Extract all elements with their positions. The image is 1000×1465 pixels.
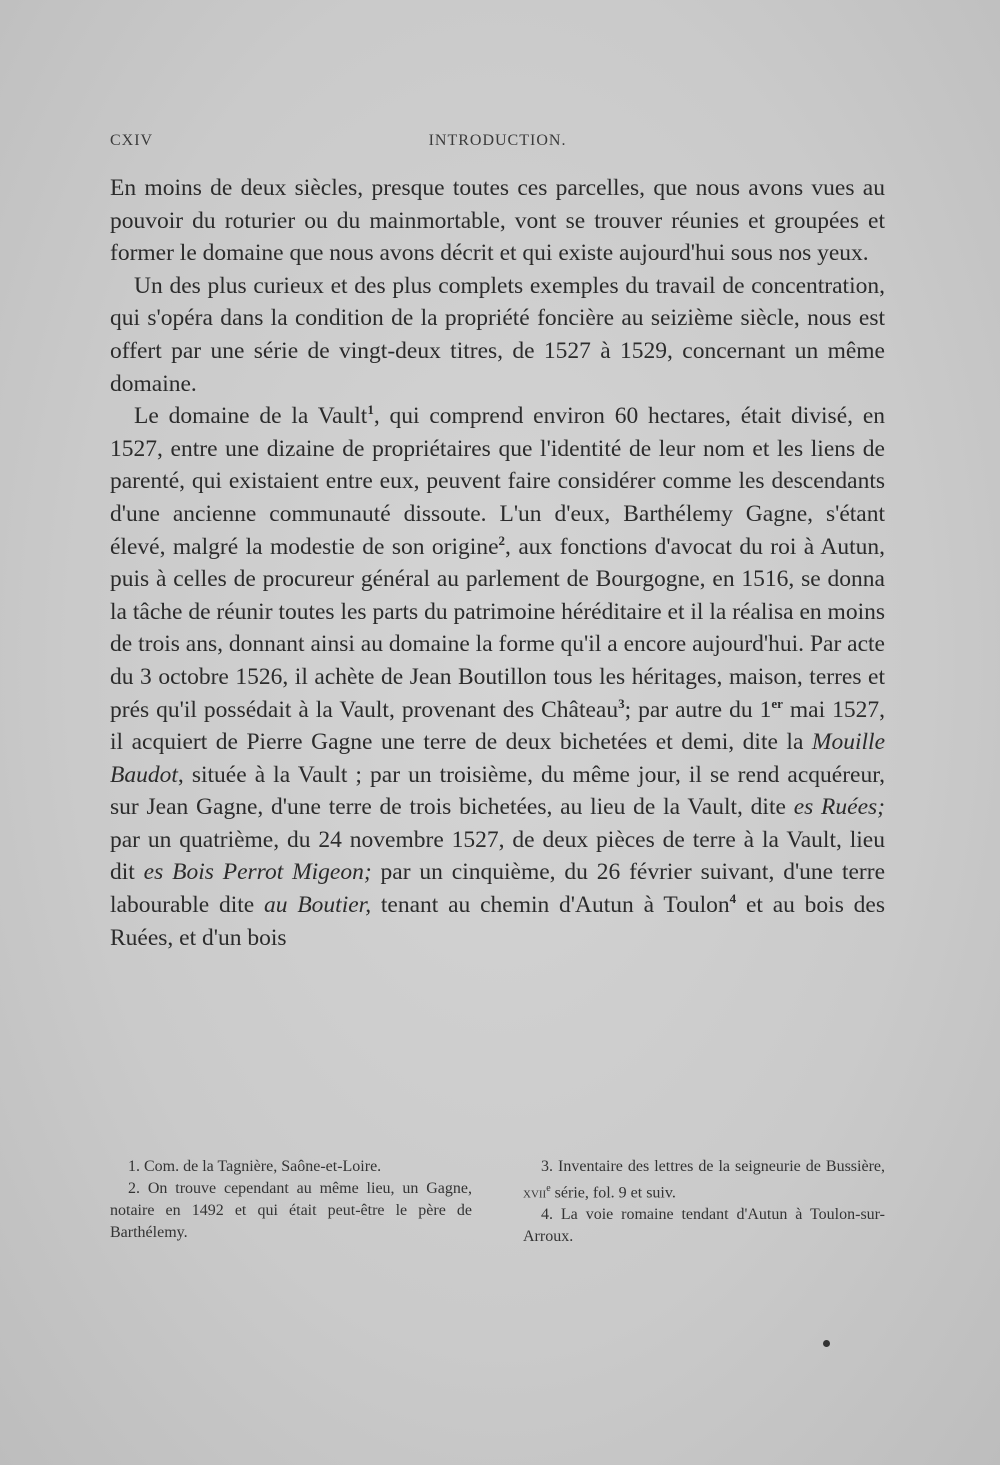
paragraph-1: En moins de deux siècles, presque toutes ces parcelles, que nous avons vues au pouvoir du roturier ou du mainmortable, vont se trouver réunies et groupées et former le domaine que nous avons décrit et qui existe aujourd'hui sous nos yeux. xyxy=(110,175,885,267)
page-number: CXIV xyxy=(110,132,154,149)
footnote-ref-3[interactable]: 3 xyxy=(618,695,625,711)
italic-place-name: es Ruées; xyxy=(793,794,885,821)
text-run: mai 1527, il acquiert de Pierre Gagne une terre de deux bichetées et demi, dite la xyxy=(110,696,885,756)
main-text xyxy=(110,172,885,954)
ordinal-superscript: er xyxy=(771,695,783,711)
ink-dot xyxy=(823,1340,830,1347)
footnote-text: série, fol. 9 et suiv. xyxy=(550,1184,676,1202)
text-run: ; par autre du 1 xyxy=(624,696,772,723)
footnotes-left-column xyxy=(110,1156,472,1244)
footnote-3 xyxy=(523,1156,885,1204)
text-run: tenant au chemin d'Autun à Toulon xyxy=(371,892,730,919)
footnote-1: 1. Com. de la Tagnière, Saône-et-Loire. xyxy=(128,1158,382,1175)
text-run: par un cinquième, du 26 février suivant, d'une terre labourable dite xyxy=(110,859,886,919)
paragraph-2: Un des plus curieux et des plus complets exemples du travail de concentration, qui s'opéra dans la condition de la propriété foncière au seizième siècle, nous est offert par une série de vingt-deux titres, de 1527 à 1529, concernant un même domaine. xyxy=(110,272,885,397)
footnote-ref-4[interactable]: 4 xyxy=(729,891,737,907)
footnote-4: 4. La voie romaine tendant d'Autun à Toulon-sur-Arroux. xyxy=(523,1206,885,1246)
footnotes-right-column xyxy=(523,1156,885,1248)
text-run: Le domaine de la Vault xyxy=(134,403,368,430)
italic-place-name: es Bois Perrot Migeon; xyxy=(143,859,372,886)
century-numeral: xvii xyxy=(523,1184,547,1202)
running-title: INTRODUCTION. xyxy=(428,132,567,149)
italic-place-name: Mouille Baudot xyxy=(110,729,885,788)
footnotes xyxy=(110,1156,885,1266)
footnote-ref-1[interactable]: 1 xyxy=(367,402,374,418)
text-run: , qui comprend environ 60 hectares, était divisé, en 1527, entre une dizaine de propriétaires que l'identité de leur nom et les liens de parenté, qui existaient entre eux, peuvent faire considérer comme les descendants d'une ancienne communauté dissoute. L'un d'eux, Barthélemy Gagne, s'étant élevé, malgré la modestie de son origine xyxy=(110,403,886,560)
footnote-text: 3. Inventaire des lettres de la seigneurie de Bussière, xyxy=(541,1158,885,1175)
text-run: et au bois des Ruées, et d'un bois xyxy=(110,892,885,951)
text-run: , aux fonctions d'avocat du roi à Autun, puis à celles de procureur général au parlement de Bourgogne, en 1516, se donna la tâche de réunir toutes les parts du patrimoine héréditaire et il la réalisa en moins de trois ans, donnant ainsi au domaine la forme qu'il a encore aujourd'hui. Par acte du 3 octobre 1526, il achète de Jean Boutillon tous les héritages, maison, terres et prés qu'il possédait à la Vault, provenant des Château xyxy=(110,533,886,723)
running-head xyxy=(110,132,885,156)
footnote-ref-2[interactable]: 2 xyxy=(498,532,506,548)
footnote-superscript: e xyxy=(546,1183,551,1194)
text-run: par un quatrième, du 24 novembre 1527, de deux pièces de terre à la Vault, lieu dit xyxy=(110,826,885,886)
footnote-2: 2. On trouve cependant au même lieu, un Gagne, notaire en 1492 et qui était peut-être le père de Barthélemy. xyxy=(110,1180,472,1241)
italic-place-name: au Boutier, xyxy=(264,892,372,919)
paragraph-3 xyxy=(110,400,885,954)
text-run: , située à la Vault ; par un troisième, du même jour, il se rend acquéreur, sur Jean Gagne, d'une terre de trois bichetées, au lieu de la Vault, dite xyxy=(110,761,885,821)
